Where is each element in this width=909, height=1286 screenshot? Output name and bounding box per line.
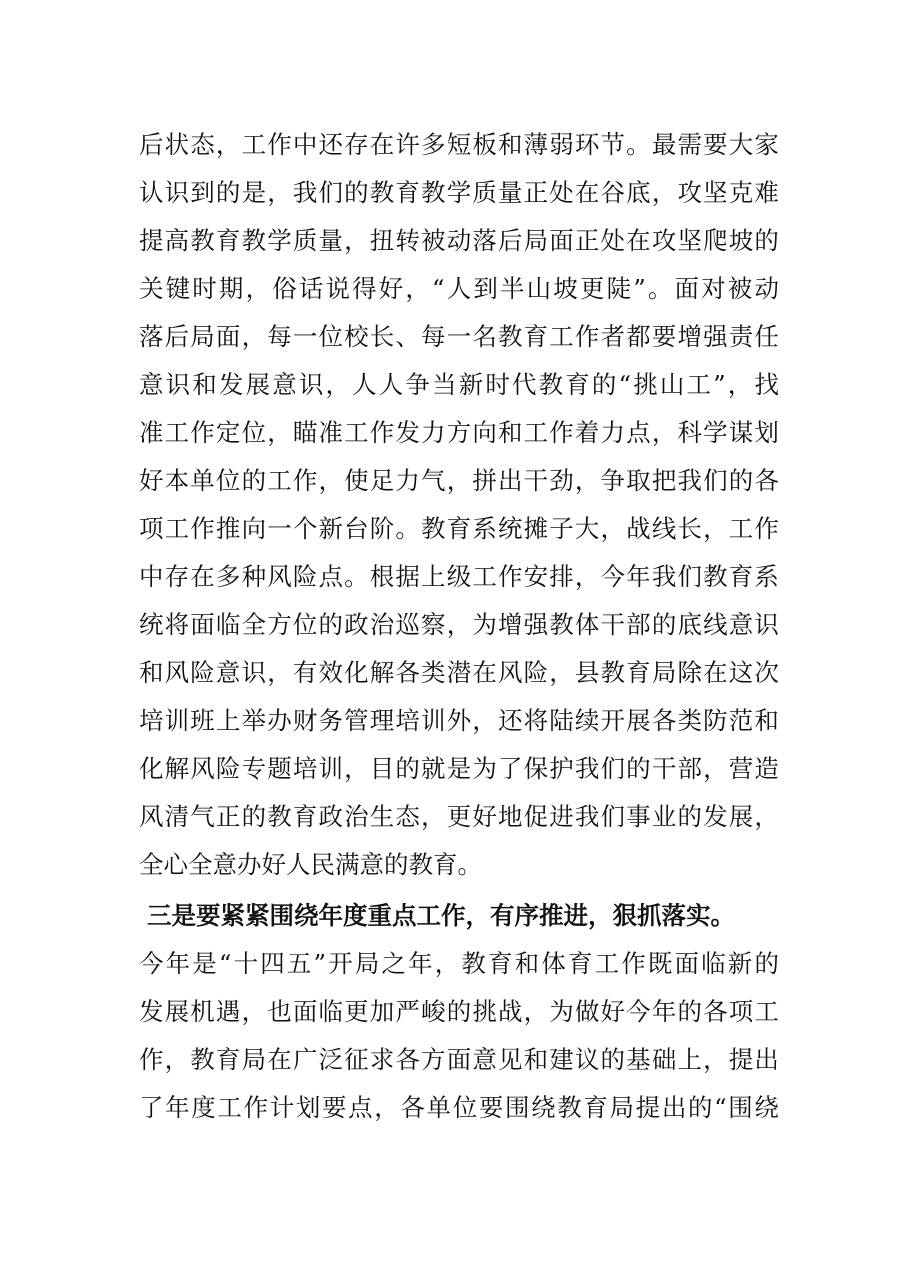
text-line: 落 后 局 面 ， 每 一 位 校 长 、 每 一 名 教 育 工 作 者 都 要 增 强 责 任: [139, 322, 779, 351]
text-line: 化 解 风 险 专 题 培 训 ， 目 的 就 是 为 了 保 护 我 们 的 干 部 ， 营 造: [139, 754, 779, 783]
text-line: 后 状 态 ， 工 作 中 还 存 在 许 多 短 板 和 薄 弱 环 节 。 最 需 要 大 家: [139, 130, 779, 159]
text-line: 风 清 气 正 的 教 育 政 治 生 态 ， 更 好 地 促 进 我 们 事 业 的 发 展 ，: [139, 802, 779, 831]
text-line: 和 风 险 意 识 ， 有 效 化 解 各 类 潜 在 风 险 ， 县 教 育 局 除 在 这 次: [139, 658, 779, 687]
text-line: 好 本 单 位 的 工 作 ， 使 足 力 气 ， 拼 出 干 劲 ， 争 取 把 我 们 的 各: [139, 466, 779, 495]
text-line: 项 工 作 推 向 一 个 新 台 阶 。 教 育 系 统 摊 子 大 ， 战 线 长 ， 工 作: [139, 514, 779, 543]
text-line: 统 将 面 临 全 方 位 的 政 治 巡 察 ， 为 增 强 教 体 干 部 的 底 线 意 识: [139, 610, 779, 639]
text-line: 关 键 时 期 ， 俗 话 说 得 好 ， “ 人 到 半 山 坡 更 陡 ” 。 面 对 被 动: [139, 274, 779, 303]
text-line: 中 存 在 多 种 风 险 点 。 根 据 上 级 工 作 安 排 ， 今 年 我 们 教 育 系: [139, 562, 779, 591]
text-line: 培 训 班 上 举 办 财 务 管 理 培 训 外 ， 还 将 陆 续 开 展 各 类 防 范 和: [139, 706, 779, 735]
text-line: 了 年 度 工 作 计 划 要 点 ， 各 单 位 要 围 绕 教 育 局 提 出 的 “ 围 绕: [139, 1093, 779, 1122]
section-heading: 三是要紧紧围绕年度重点工作，有序推进，狠抓落实。: [147, 901, 735, 930]
text-line: 准 工 作 定 位 ， 瞄 准 工 作 发 力 方 向 和 工 作 着 力 点 ， 科 学 谋 划: [139, 418, 779, 447]
text-line: 意 识 和 发 展 意 识 ， 人 人 争 当 新 时 代 教 育 的 “ 挑 山 工 ” ， 找: [139, 370, 779, 399]
text-line: 认 识 到 的 是 ， 我 们 的 教 育 教 学 质 量 正 处 在 谷 底 ， 攻 坚 克 难: [139, 178, 779, 207]
text-line: 作 ， 教 育 局 在 广 泛 征 求 各 方 面 意 见 和 建 议 的 基 础 上 ， 提 出: [139, 1045, 779, 1074]
body-text: [139, 121, 779, 1132]
text-line: 全心全意办好人民满意的教育。: [139, 850, 482, 879]
text-line: 发 展 机 遇 ， 也 面 临 更 加 严 峻 的 挑 战 ， 为 做 好 今 年 的 各 项 工: [139, 997, 779, 1026]
text-line: 今 年 是 “ 十 四 五 ” 开 局 之 年 ， 教 育 和 体 育 工 作 既 面 临 新 的: [139, 949, 779, 978]
text-line: 提 高 教 育 教 学 质 量 ， 扭 转 被 动 落 后 局 面 正 处 在 攻 坚 爬 坡 的: [139, 226, 779, 255]
